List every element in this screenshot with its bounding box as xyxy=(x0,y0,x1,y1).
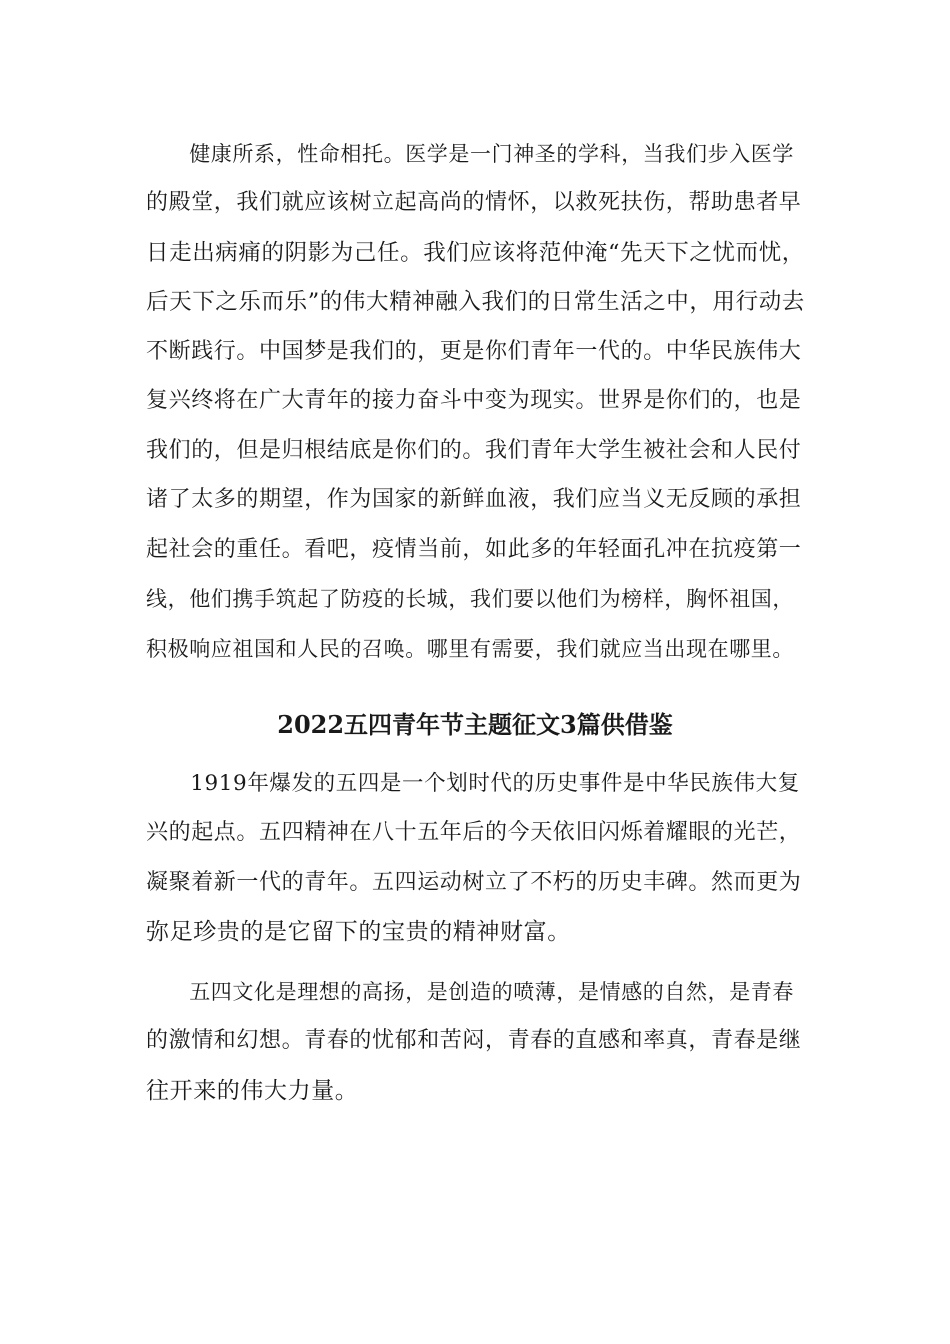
text-line: 1919年爆发的五四是一个划时代的历史事件是中华民族伟大复 xyxy=(146,771,800,796)
text-line: 复兴终将在广大青年的接力奋斗中变为现实。世界是你们的，也是 xyxy=(146,388,802,413)
text-line: 健康所系，性命相托。医学是一门神圣的学科，当我们步入医学 xyxy=(146,142,794,166)
text-line: 的殿堂，我们就应该树立起高尚的情怀，以救死扶伤，帮助患者早 xyxy=(146,190,802,215)
text-line: 后天下之乐而乐”的伟大精神融入我们的日常生活之中，用行动去 xyxy=(146,289,805,315)
text-line: 起社会的重任。看吧，疫情当前，如此多的年轻面孔冲在抗疫第一 xyxy=(146,537,802,562)
text-line: 的激情和幻想。青春的忧郁和苦闷，青春的直感和率真，青春是继 xyxy=(146,1028,802,1053)
section-heading: 2022五四青年节主题征文3篇供借鉴 xyxy=(277,710,673,739)
text-line: 弥足珍贵的是它留下的宝贵的精神财富。 xyxy=(146,919,571,945)
text-line: 五四文化是理想的高扬，是创造的喷薄，是情感的自然，是青春 xyxy=(146,980,794,1004)
text-line: 诸了太多的期望，作为国家的新鲜血液，我们应当义无反顾的承担 xyxy=(146,487,802,512)
text-line: 凝聚着新一代的青年。五四运动树立了不朽的历史丰碑。然而更为 xyxy=(146,870,802,895)
text-line: 日走出病痛的阴影为己任。我们应该将范仲淹“先天下之忧而忧， xyxy=(146,240,805,266)
text-line: 积极响应祖国和人民的召唤。哪里有需要，我们就应当出现在哪里。 xyxy=(146,637,794,661)
text-line: 往开来的伟大力量。 xyxy=(146,1078,359,1104)
text-line: 不断践行。中国梦是我们的，更是你们青年一代的。中华民族伟大 xyxy=(146,339,802,364)
text-line: 我们的，但是归根结底是你们的。我们青年大学生被社会和人民付 xyxy=(146,438,802,463)
text-line: 兴的起点。五四精神在八十五年后的今天依旧闪烁着耀眼的光芒， xyxy=(146,820,802,845)
text-line: 线，他们携手筑起了防疫的长城，我们要以他们为榜样，胸怀祖国， xyxy=(146,587,794,611)
